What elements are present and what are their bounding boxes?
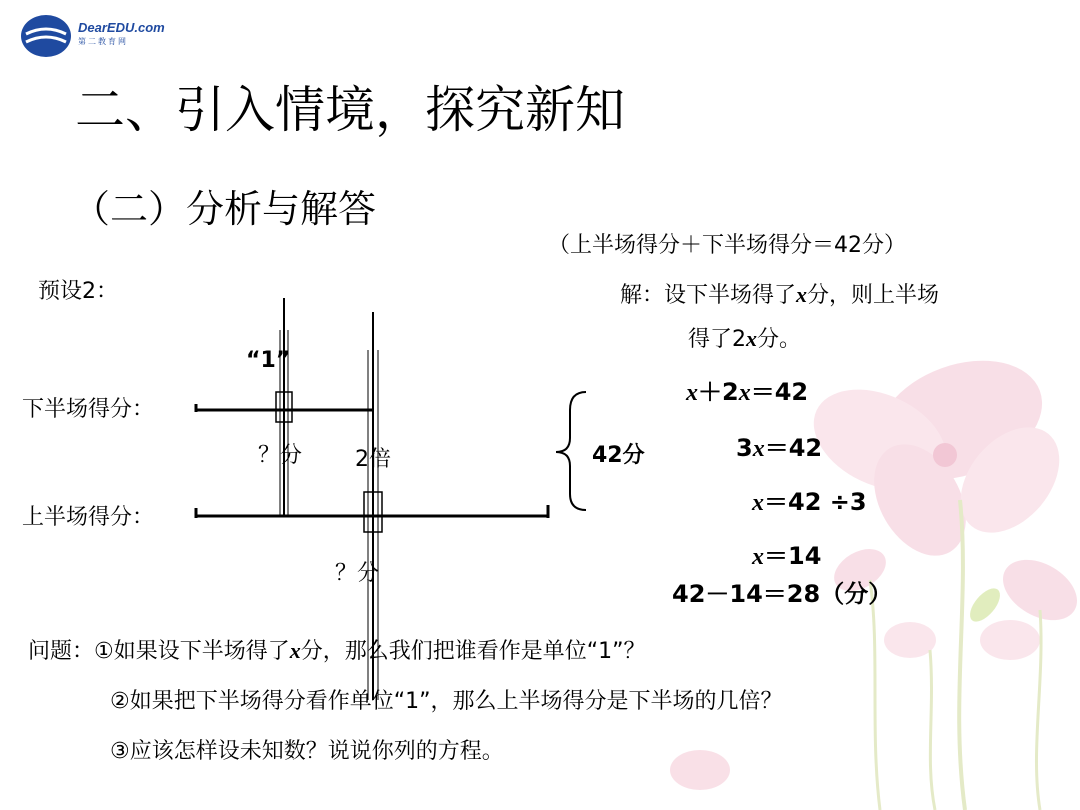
section-subtitle: （二）分析与解答 — [72, 187, 377, 231]
lower-half-label: 下半场得分： — [22, 397, 155, 422]
question-3: ③应该怎样设未知数？说说你列的方程。 — [110, 739, 504, 764]
logo — [20, 12, 170, 64]
equation-4 — [752, 536, 821, 571]
equation-2 — [736, 428, 822, 463]
eq2-part-c: ＝42 — [764, 434, 823, 462]
times-label: 2倍 — [355, 447, 391, 472]
solution-line-2-var: x — [746, 326, 757, 351]
equation-5: 42－14＝28（分） — [672, 580, 893, 608]
equation-hint: （上半场得分＋下半场得分＝42分） — [548, 233, 906, 258]
eq2-part-a: 3 — [736, 434, 753, 462]
unknown-top-label: ？分 — [258, 443, 303, 468]
solution-line-2-prefix: 得了2 — [688, 327, 746, 352]
eq1-var-c: x — [738, 380, 751, 406]
question-1-prefix: 问题：①如果设下半场得了 — [28, 639, 290, 664]
eq1-var-a: x — [686, 380, 698, 406]
question-2: ②如果把下半场得分看作单位“1”，那么上半场得分是下半场的几倍？ — [110, 689, 783, 714]
preset-label: 预设2： — [38, 279, 118, 304]
equation-3 — [752, 482, 867, 517]
eq2-var-b: x — [752, 436, 765, 462]
logo-sub: 第二教育网 — [78, 37, 128, 46]
total-label: 42分 — [592, 443, 645, 468]
solution-line-1-prefix: 解：设下半场得了 — [620, 283, 797, 308]
solution-line-2-suffix: 分。 — [757, 327, 802, 352]
solution-line-1-var: x — [796, 282, 808, 307]
question-1-var: x — [289, 638, 301, 663]
eq4-part-b: ＝14 — [764, 542, 822, 570]
question-1 — [28, 634, 646, 665]
solution-line-1 — [620, 278, 939, 309]
eq1-part-b: ＋2 — [698, 378, 739, 406]
equation-1 — [686, 372, 808, 407]
eq1-part-d: ＝42 — [750, 378, 809, 406]
solution-line-1-suffix: 分，则上半场 — [807, 283, 940, 308]
question-1-suffix: 分，那么我们把谁看作是单位“1”？ — [300, 639, 646, 664]
logo-icon — [20, 12, 76, 62]
upper-half-label: 上半场得分： — [22, 505, 155, 530]
eq3-var-a: x — [752, 490, 764, 516]
solution-line-2 — [688, 322, 801, 353]
logo-brand: DearEDU.com — [78, 20, 165, 35]
eq3-part-b: ＝42 ÷3 — [764, 488, 867, 516]
eq4-var-a: x — [752, 544, 764, 570]
page-title: 二、引入情境，探究新知 — [75, 81, 625, 139]
unknown-bottom-label: ？分 — [335, 561, 380, 586]
unit-one-label: “1” — [246, 348, 291, 373]
